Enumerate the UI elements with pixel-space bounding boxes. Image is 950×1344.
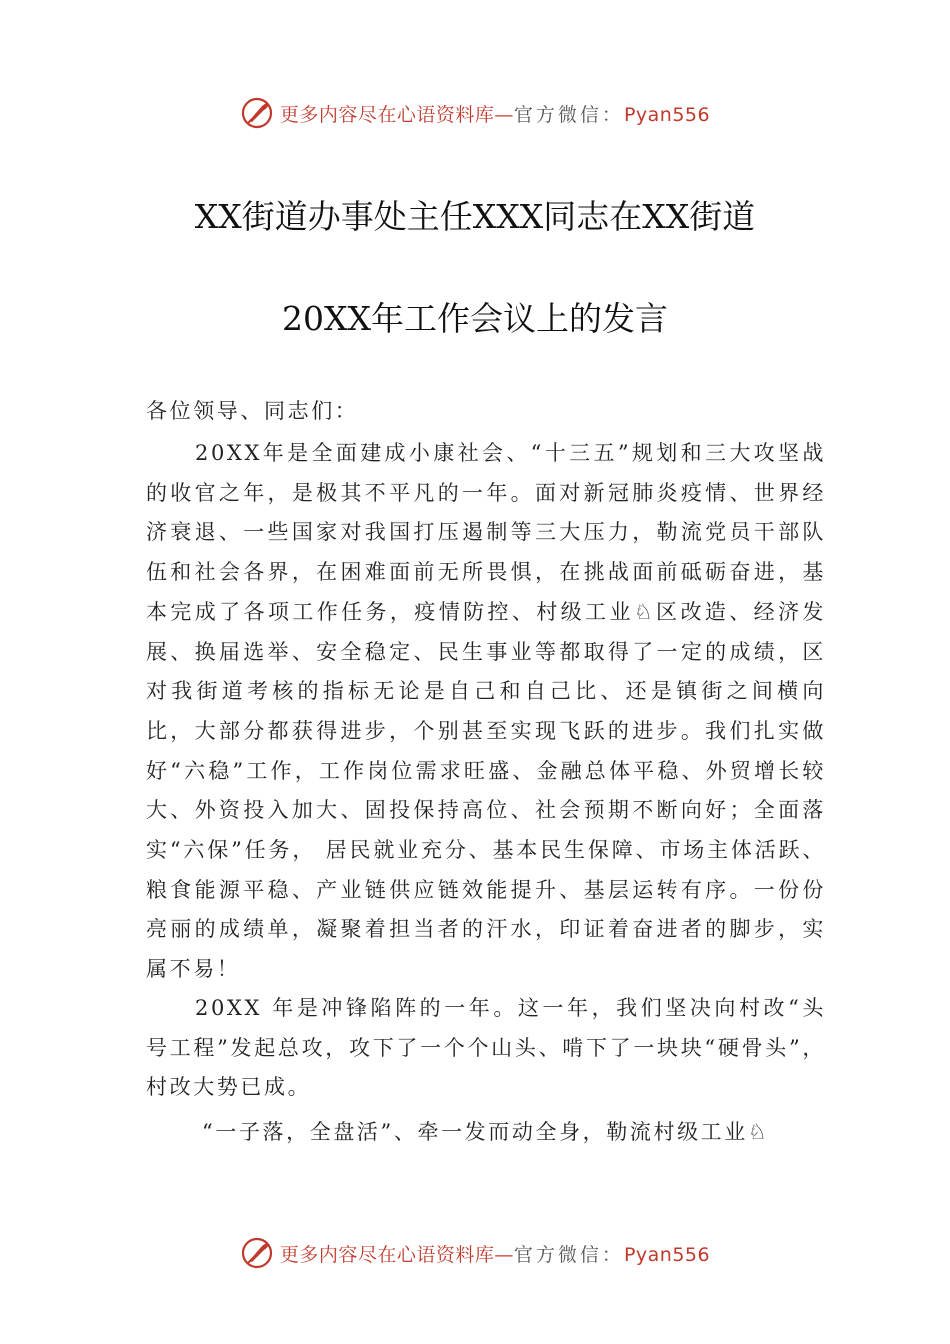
- quill-pen-logo-icon: [240, 96, 274, 130]
- watermark-site: 更多内容尽在心语资料库: [279, 103, 495, 126]
- watermark-wechat-id: Pyan556: [623, 103, 711, 126]
- watermark-dash: —: [494, 103, 514, 126]
- watermark-label: 官方微信：: [513, 1243, 624, 1266]
- watermark-text: [280, 1240, 710, 1267]
- watermark-text: [280, 100, 710, 127]
- watermark-dash: —: [494, 1243, 514, 1266]
- watermark-label: 官方微信：: [513, 103, 624, 126]
- paragraph-3: “一子落，全盘活”、牵一发而动全身，勒流村级工业♘: [202, 1120, 770, 1144]
- quill-pen-logo-icon: [240, 1236, 274, 1270]
- paragraph-2: 20XX 年是冲锋陷阵的一年。这一年，我们坚决向村改“头号工程”发起总攻，攻下了一个个山头、啃下了一块块“硬骨头”，村改大势已成。: [146, 996, 826, 1100]
- document-title-line2: 20XX年工作会议上的发言: [282, 299, 668, 338]
- paragraph-1: 20XX年是全面建成小康社会、“十三五”规划和三大攻坚战的收官之年，是极其不平凡的一年。面对新冠肺炎疫情、世界经济衰退、一些国家对我国打压遏制等三大压力，勒流党员干部队伍和社会各界，在困难面前无所畏惧，在挑战面前砥砺奋进，基本完成了各项工作任务，疫情防控、村级工业♘区改造、经济发展、换届选举、安全稳定、民生事业等都取得了一定的成绩，区对我街道考核的指标无论是自己和自己比、还是镇街之间横向比，大部分都获得进步，个别甚至实现飞跃的进步。我们扎实做好“六稳”工作，工作岗位需求旺盛、金融总体平稳、外贸增长较大、外资投入加大、固投保持高位、社会预期不断向好；全面落实“六保”任务， 居民就业充分、基本民生保障、市场主体活跃、粮食能源平稳、产业链供应链效能提升、基层运转有序。一份份亮丽的成绩单，凝聚着担当者的汗水，印证着奋进者的脚步，实属不易！: [146, 441, 826, 982]
- header-watermark: [0, 93, 950, 133]
- footer-watermark: [0, 1233, 950, 1273]
- salutation: 各位领导、同志们：: [146, 399, 359, 423]
- watermark-wechat-id: Pyan556: [623, 1243, 711, 1266]
- watermark-site: 更多内容尽在心语资料库: [279, 1243, 495, 1266]
- document-title-line1: XX街道办事处主任XXX同志在XX街道: [194, 197, 756, 236]
